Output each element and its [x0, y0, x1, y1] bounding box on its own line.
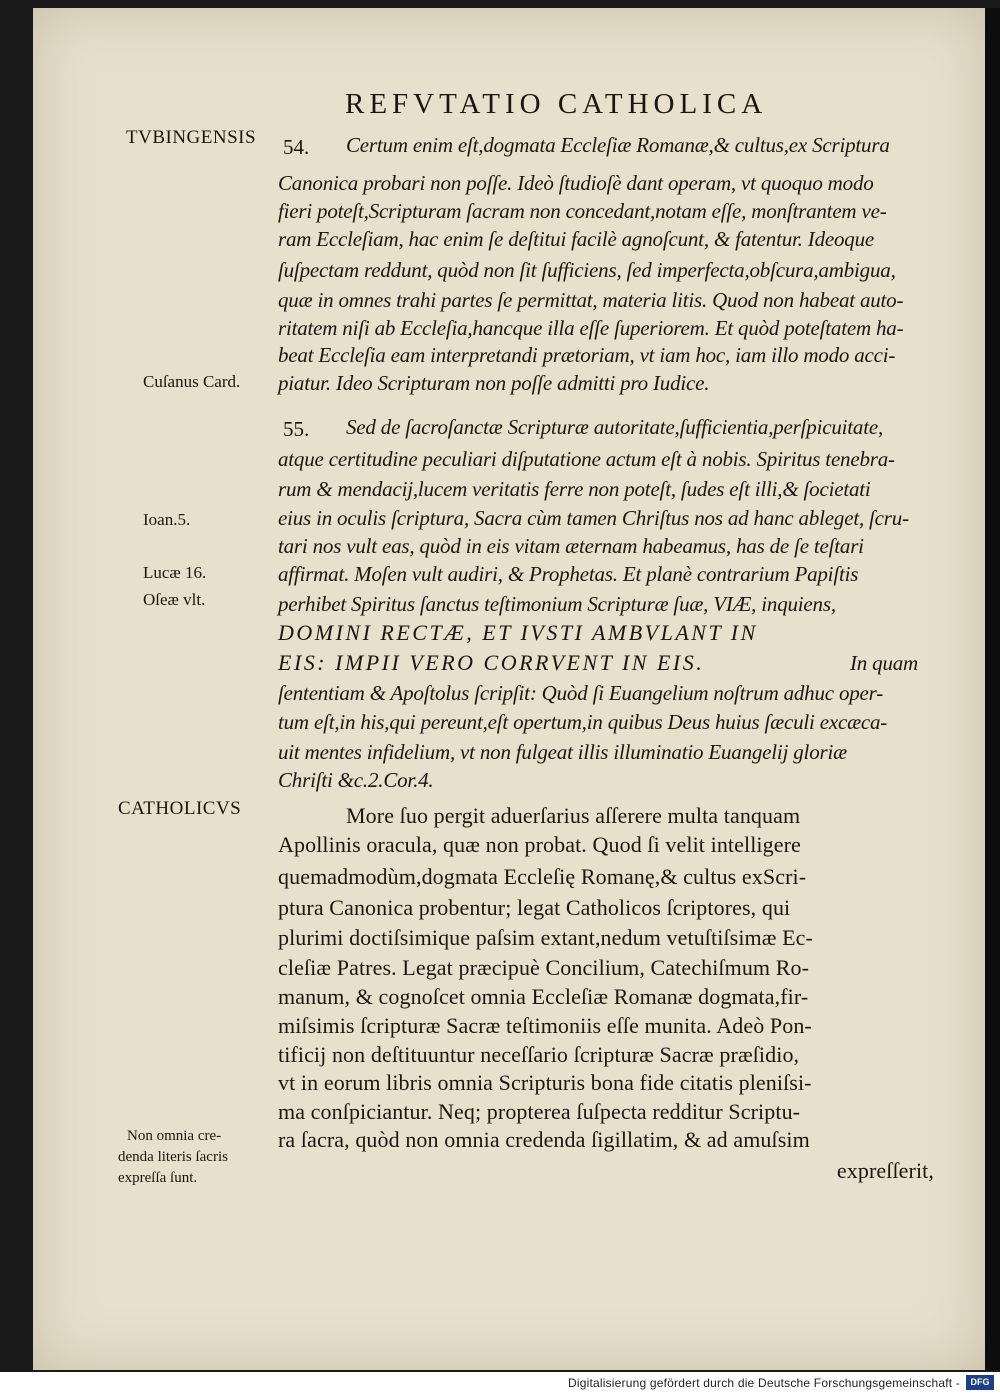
paragraph-number-54: 54. — [283, 135, 310, 159]
margin-note-line-2: denda literis ſacris — [118, 1149, 228, 1165]
margin-tubingensis: TVBINGENSIS — [126, 127, 257, 148]
text-line: miſsimis ſcripturæ Sacræ teſtimoniis eſſe munita. Adeò Pon- — [278, 1013, 812, 1038]
margin-ioan: Ioan.5. — [143, 510, 191, 529]
text-line-caps: EIS: IMPII VERO CORRVENT IN EIS. — [278, 650, 705, 675]
paragraph-number-55: 55. — [283, 417, 310, 441]
text-line: rum & mendacij,lucem veritatis ferre non poteſt, ſudes eſt illi,& ſocietati — [278, 477, 871, 501]
text-line: ptura Canonica probentur; legat Catholicos ſcriptores, qui — [278, 895, 791, 920]
text-line: More ſuo pergit aduerſarius aſſerere multa tanquam — [346, 803, 801, 828]
margin-catholicus: CATHOLICVS — [118, 798, 242, 819]
margin-oseae: Oſeæ vlt. — [143, 590, 206, 609]
text-line: In quam — [850, 651, 919, 675]
text-line: quæ in omnes trahi partes ſe permittat, materia litis. Quod non habeat auto- — [278, 288, 904, 312]
margin-cusanus: Cuſanus Card. — [143, 372, 241, 391]
text-line: Chriſti &c.2.Cor.4. — [278, 768, 434, 792]
text-line: Certum enim eſt,dogmata Eccleſiæ Romanæ,& cultus,ex Scriptura — [346, 133, 890, 157]
text-line: affirmat. Moſen vult audiri, & Prophetas. Et planè contrarium Papiſtis — [278, 562, 859, 586]
text-line: Sed de ſacroſanctæ Scripturæ autoritate,ſufficientia,perſpicuitate, — [346, 415, 883, 439]
text-line: quemadmodùm,dogmata Eccleſię Romanę,& cultus exScri- — [278, 864, 807, 889]
text-line: atque certitudine peculiari diſputatione actum eſt à nobis. Spiritus tenebra- — [278, 447, 895, 471]
text-line: tificij non deſtituuntur neceſſario ſcripturæ Sacræ præſidio, — [278, 1042, 800, 1067]
text-line: beat Eccleſia eam interpretandi prætoriam, vt iam hoc, iam illo modo acci- — [278, 343, 896, 367]
text-line: eius in oculis ſcriptura, Sacra cùm tamen Chriſtus nos ad hanc ableget, ſcru- — [278, 506, 909, 530]
footer-bar — [0, 1372, 1000, 1395]
text-line-caps: DOMINI RECTÆ, ET IVSTI AMBVLANT IN — [278, 620, 758, 645]
text-line: perhibet Spiritus ſanctus teſtimonium Scripturæ ſuæ, VIÆ, inquiens, — [278, 592, 836, 616]
margin-lucae: Lucæ 16. — [143, 563, 207, 582]
dfg-logo: DFG — [966, 1375, 994, 1390]
text-line: manum, & cognoſcet omnia Eccleſiæ Romanæ dogmata,fir- — [278, 984, 809, 1009]
text-line: Apollinis oracula, quæ non probat. Quod ſi velit intelligere — [278, 832, 801, 857]
scan-border — [985, 8, 1000, 1370]
text-line: uit mentes infidelium, vt non fulgeat illis illuminatio Euangelij gloriæ — [278, 740, 847, 764]
text-line: ma conſpiciantur. Neq; propterea ſuſpecta redditur Scriptu- — [278, 1099, 801, 1124]
catchword: expreſſerit, — [836, 1158, 934, 1183]
text-line: ra ſacra, quòd non omnia credenda ſigillatim, & ad amuſsim — [278, 1127, 810, 1152]
text-line: plurimi doctiſsimique paſsim extant,nedum vetuſtiſsimæ Ec- — [278, 925, 813, 950]
text-line: fieri poteſt,Scripturam ſacram non concedant,notam eſſe, monſtrantem ve- — [278, 199, 887, 223]
text-line: ſuſpectam reddunt, quòd non ſit ſufficiens, ſed imperfecta,obſcura,ambigua, — [278, 258, 896, 282]
text-line: cleſiæ Patres. Legat præcipuè Concilium, Catechiſmum Ro- — [278, 955, 810, 980]
text-line: ritatem niſi ab Eccleſia,hancque illa eſſe ſuperiorem. Et quòd poteſtatem ha- — [278, 316, 904, 340]
text-line: tari nos vult eas, quòd in eis vitam æternam habeamus, has de ſe teſtari — [278, 534, 864, 558]
text-line: tum eſt,in his,qui pereunt,eſt opertum,in quibus Deus huius ſæculi excæca- — [278, 710, 888, 734]
text-line: vt in eorum libris omnia Scripturis bona fide citatis pleniſsi- — [278, 1070, 812, 1095]
margin-note-line-3: expreſſa ſunt. — [118, 1170, 198, 1186]
text-line: ram Eccleſiam, hac enim ſe deſtitui facilè agnoſcunt, & fatentur. Ideoque — [278, 227, 875, 251]
footer-credit: Digitalisierung gefördert durch die Deutsche Forschungsgemeinschaft - — [568, 1376, 960, 1390]
running-head: REFVTATIO CATHOLICA — [345, 88, 768, 120]
text-line: ſententiam & Apoſtolus ſcripſit: Quòd ſi Euangelium noſtrum adhuc oper- — [278, 681, 884, 705]
margin-note-line-1: Non omnia cre- — [127, 1128, 222, 1144]
text-line: piatur. Ideo Scripturam non poſſe admitti pro Iudice. — [278, 371, 710, 395]
text-line: Canonica probari non poſſe. Ideò ſtudioſè dant operam, vt quoquo modo — [278, 171, 874, 195]
